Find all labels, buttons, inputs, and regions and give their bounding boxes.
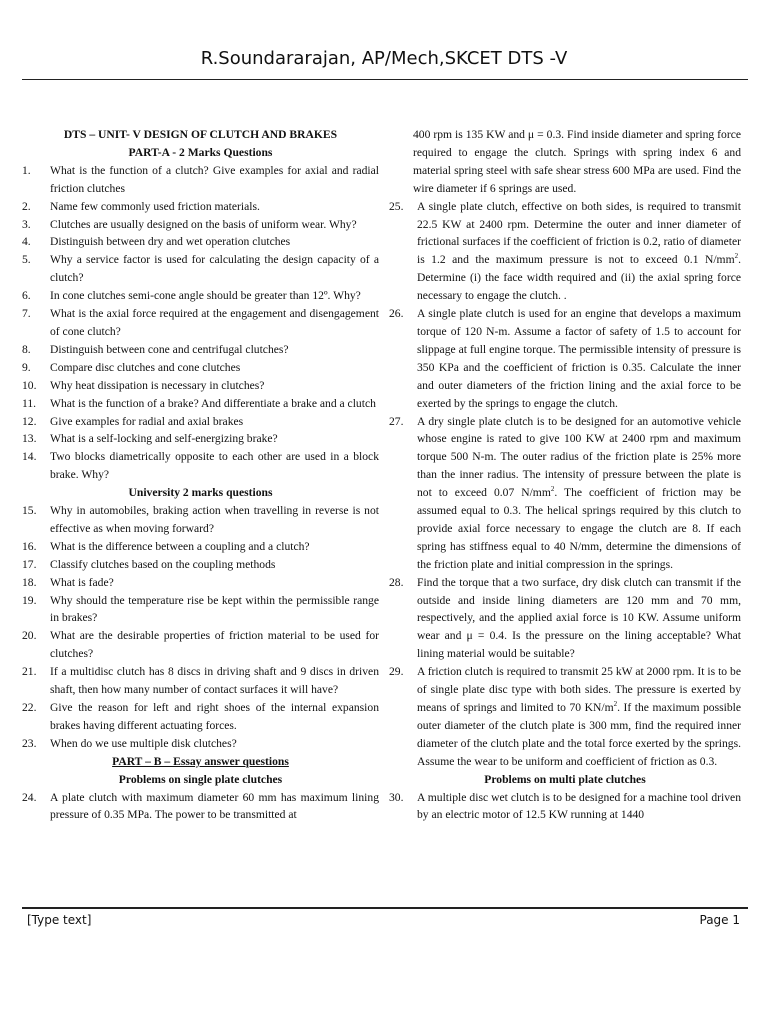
single-plate-heading: Problems on single plate clutches	[118, 772, 283, 786]
part-a-heading: PART-A - 2 Marks Questions	[128, 145, 273, 159]
question-27: 27. A dry single plate clutch is to be designed for an automotive vehicle whose engine is rated to give 100 KW at 2400 rpm and maximum torque 500 N-m. The outer radius of the friction plate is 25% more than the inner radius. The intensity of pressure between the plate is not to exceed 0.07 $N/mm^2$. The coefficient of friction may be assumed equal to 0.3. The helical springs required by this clutch to provide axial force necessary to engage the clutch are 8. If each spring has stiffness equal to 40 N/mm, determine the dimensions of the friction plate and initial compression in the springs.	[389, 414, 741, 571]
question-17: 17. Classify clutches based on the coupling methods	[22, 557, 276, 571]
part-b-heading: PART – B – Essay answer questions	[112, 754, 289, 768]
question-30: 30. A multiple disc wet clutch is to be designed for a machine tool driven by an electric motor of 12.5 KW running at 1440	[389, 790, 741, 822]
right-column	[389, 126, 741, 824]
question-23: 23. When do we use multiple disk clutches?	[22, 736, 237, 750]
question-20: 20. What are the desirable properties of friction material to be used for clutches?	[22, 629, 379, 661]
page-header: R.Soundararajan, AP/Mech,SKCET DTS -V	[200, 48, 568, 69]
document-title: DTS – UNIT- V DESIGN OF CLUTCH AND BRAKES	[63, 128, 338, 141]
question-14: 14. Two blocks diametrically opposite to each other are used in a block brake. Why?	[22, 450, 379, 482]
page-number: Page 1	[699, 913, 740, 927]
question-29: 29. A friction clutch is required to transmit 25 kW at 2000 rpm. It is to be of single plate disc type with both sides. The pressure is exerted by means of springs and limited to 70 $KN/m^2$. If the maximum possible outer diameter of the clutch plate is 300 mm, find the required inner diameter of the clutch plate and the total force exerted by the springs. Assume the wear to be uniform and coefficient of friction as 0.3.	[389, 665, 741, 768]
question-9: 9. Compare disc clutches and cone clutches	[22, 360, 241, 374]
question-7: 7. What is the axial force required at the engagement and disengagement of cone clutch?	[22, 307, 379, 338]
question-13: 13. What is a self-locking and self-energizing brake?	[22, 432, 278, 446]
footer-rule	[22, 907, 748, 909]
question-22: 22. Give the reason for left and right shoes of the internal expansion brakes having different actuating forces.	[22, 701, 379, 732]
question-10: 10. Why heat dissipation is necessary in clutches?	[22, 378, 265, 392]
question-21: 21. If a multidisc clutch has 8 discs in driving shaft and 9 discs in driven shaft, then how many number of contact surfaces it will have?	[22, 665, 379, 697]
question-11: 11. What is the function of a brake? And differentiate a brake and a clutch	[22, 396, 376, 410]
question-28: 28. Find the torque that a two surface, dry disk clutch can transmit if the outside and inside lining diameters are 120 mm and 70 mm, respectively, and the applied axial force is 10 KW. Assume uniform wear and μ = 0.4. Is the pressure on the lining acceptable? What lining material would be suitable?	[389, 575, 741, 661]
multi-plate-heading: Problems on multi plate clutches	[484, 772, 646, 786]
question-6: 6. In cone clutches semi-cone angle should be greater than 12º. Why?	[22, 289, 361, 303]
question-12: 12. Give examples for radial and axial brakes	[22, 414, 244, 428]
footer-placeholder-text: [Type text]	[27, 913, 92, 927]
question-2: 2. Name few commonly used friction materials.	[22, 199, 260, 213]
left-column	[22, 126, 379, 824]
question-25: 25. A single plate clutch, effective on both sides, is required to transmit 22.5 KW at 2400 rpm. Determine the outer and inner diameter of frictional surfaces if the coefficient of friction is 0.2, ratio of diameter is 1.2 and the maximum pressure is not to exceed 0.1 $N/mm^2$. Determine (i) the face width required and (ii) the axial spring force necessary to engage the clutch. .	[389, 199, 741, 303]
question-8: 8. Distinguish between cone and centrifugal clutches?	[22, 342, 289, 356]
question-1: 1. What is the function of a clutch? Give examples for axial and radial friction clutches	[22, 163, 379, 195]
question-16: 16. What is the difference between a coupling and a clutch?	[22, 539, 310, 553]
question-24-continued: 400 rpm is 135 KW and μ = 0.3. Find inside diameter and spring force required to engage the clutch. Springs with spring index 6 and material spring steel with safe shear stress 600 MPa are used. Find the wire diameter if 6 springs are used.	[413, 128, 741, 195]
question-4: 4. Distinguish between dry and wet operation clutches	[22, 235, 291, 249]
header-rule	[22, 79, 748, 80]
question-3: 3. Clutches are usually designed on the basis of uniform wear. Why?	[22, 217, 357, 231]
question-26: 26. A single plate clutch is used for an engine that develops a maximum torque of 120 N-m. Assume a factor of safety of 1.5 to account for slippage at full engine torque. The permissible intensity of pressure is 350 KPa and the coefficient of friction is 0.35. Calculate the inner and outer diameters of the friction lining and the axial force to be exerted by the springs to engage the clutch.	[389, 307, 741, 410]
question-5: 5. Why a service factor is used for calculating the design capacity of a clutch?	[22, 253, 379, 285]
question-15: 15. Why in automobiles, braking action when travelling in reverse is not effective as when moving forward?	[22, 504, 379, 535]
question-19: 19. Why should the temperature rise be kept within the permissible range in brakes?	[22, 593, 379, 625]
question-18: 18. What is fade?	[22, 575, 114, 589]
university-heading: University 2 marks questions	[128, 486, 273, 500]
question-24: 24. A plate clutch with maximum diameter 60 mm has maximum lining pressure of 0.35 MPa. The power to be transmitted at	[22, 790, 379, 822]
